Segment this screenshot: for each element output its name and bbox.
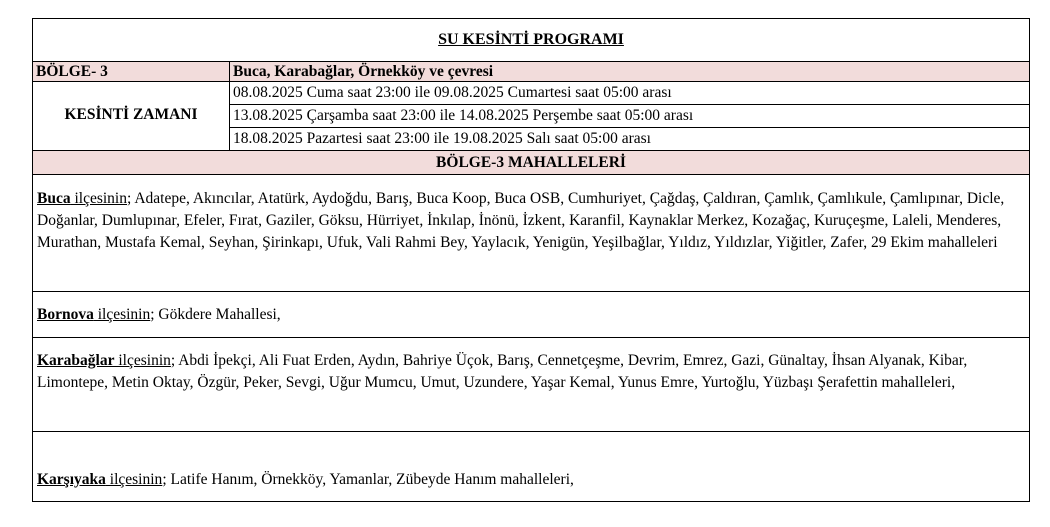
district-name: Karabağlar [37,352,115,369]
region-row [33,62,1029,82]
district-suffix: ilçesinin [70,190,127,207]
outage-time-label: KESİNTİ ZAMANI [64,106,198,123]
outage-time-label-cell [33,82,230,150]
title-row [33,19,1029,62]
district-neighborhoods: ; Adatepe, Akıncılar, Atatürk, Aydoğdu, Barış, Buca Koop, Buca OSB, Cumhuriyet, Çağdaş, Çaldıran, Çamlık, Çamlıkule, Çamlıpınar, Dicle, Doğanlar, Dumlupınar, Efeler, Fırat, Gaziler, Göksu, Hürriyet, İnkılap, İnönü, İzkent, Karanfil, Kaynaklar Merkez, Kozağaç, Kuruçeşme, Laleli, Menderes, Murathan, Mustafa Kemal, Seyhan, Şirinkapı, Ufuk, Vali Rahmi Bey, Yaylacık, Yenigün, Yeşilbağlar, Yıldız, Yıldızlar, Yiğitler, Zafer, 29 Ekim mahalleleri [37,190,1005,251]
district-neighborhoods: ; Abdi İpekçi, Ali Fuat Erden, Aydın, Bahriye Üçok, Barış, Cennetçeşme, Devrim, Emrez, Gazi, Günaltay, İhsan Alyanak, Kibar, Limontepe, Metin Oktay, Özgür, Peker, Sevgi, Uğur Mumcu, Umut, Uzundere, Yaşar Kemal, Yunus Emre, Yurtoğlu, Yüzbaşı Şerafettin mahalleleri, [37,352,968,391]
neighborhoods-header: BÖLGE-3 MAHALLELERİ [33,151,1029,175]
district-block-karabaglar [33,338,1029,432]
district-neighborhoods: ; Gökdere Mahallesi, [150,306,281,323]
district-block-bornova [33,292,1029,338]
district-suffix: ilçesinin [114,352,171,369]
district-neighborhoods: ; Latife Hanım, Örnekköy, Yamanlar, Zübeyde Hanım mahalleleri, [162,471,574,488]
outage-schedule-table [32,18,1030,502]
district-name: Karşıyaka [37,471,106,488]
district-suffix: ilçesinin [105,471,163,488]
page-title: SU KESİNTİ PROGRAMI [438,31,624,48]
outage-date-1: 08.08.2025 Cuma saat 23:00 ile 09.08.2025 Cumartesi saat 05:00 arası [230,82,1029,105]
district-suffix: ilçesinin [93,306,151,323]
region-areas: Buca, Karabağlar, Örnekköy ve çevresi [233,63,494,80]
outage-dates [230,82,1029,150]
outage-date-3: 18.08.2025 Pazartesi saat 23:00 ile 19.08.2025 Salı saat 05:00 arası [233,130,651,147]
district-name: Buca [37,190,71,207]
outage-time-row [33,82,1029,151]
district-block-buca [33,175,1029,292]
outage-date-2: 13.08.2025 Çarşamba saat 23:00 ile 14.08.2025 Perşembe saat 05:00 arası [230,105,1029,128]
district-name: Bornova [37,306,94,323]
region-label: BÖLGE- 3 [33,62,230,81]
district-block-karsiyaka [33,432,1029,503]
